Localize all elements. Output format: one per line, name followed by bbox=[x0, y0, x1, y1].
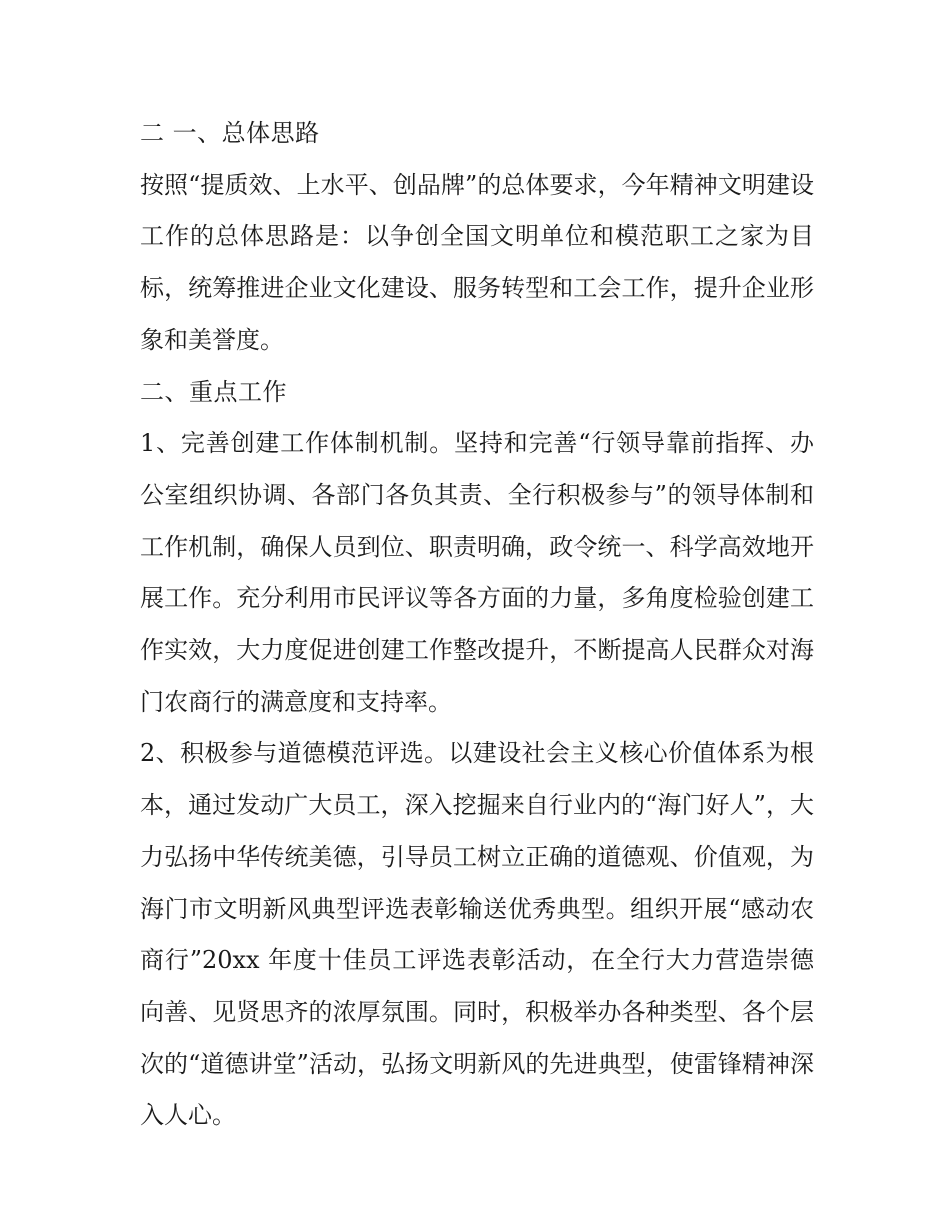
document-body bbox=[140, 108, 814, 1142]
paragraph-overall-approach: 按照“提质效、上水平、创品牌”的总体要求，今年精神文明建设工作的总体思路是：以争创全国文明单位和模范职工之家为目标，统筹推进企业文化建设、服务转型和工会工作，提升企业形象和美誉度。 bbox=[140, 170, 814, 354]
paragraph-key-work-1: 1、完善创建工作体制机制。坚持和完善“行领导靠前指挥、办公室组织协调、各部门各负其责、全行积极参与”的领导体制和工作机制，确保人员到位、职责明确，政令统一、科学高效地开展工作。充分利用市民评议等各方面的力量，多角度检验创建工作实效，大力度促进创建工作整改提升，不断提高人民群众对海门农商行的满意度和支持率。 bbox=[140, 429, 814, 716]
section-heading-key-work: 二、重点工作 bbox=[140, 377, 287, 406]
section-heading-overall-approach: 二 一、总体思路 bbox=[140, 119, 320, 147]
paragraph-key-work-2: 2、积极参与道德模范评选。以建设社会主义核心价值体系为根本，通过发动广大员工，深入挖掘来自行业内的“海门好人”，大力弘扬中华传统美德，引导员工树立正确的道德观、价值观，为海门市文明新风典型评选表彰输送优秀典型。组织开展“感动农商行”20xx 年度十佳员工评选表彰活动，在全行大力营造崇德向善、见贤思齐的浓厚氛围。同时，积极举办各种类型、各个层次的“道德讲堂”活动，弘扬文明新风的先进典型，使雷锋精神深入人心。 bbox=[140, 739, 814, 1130]
